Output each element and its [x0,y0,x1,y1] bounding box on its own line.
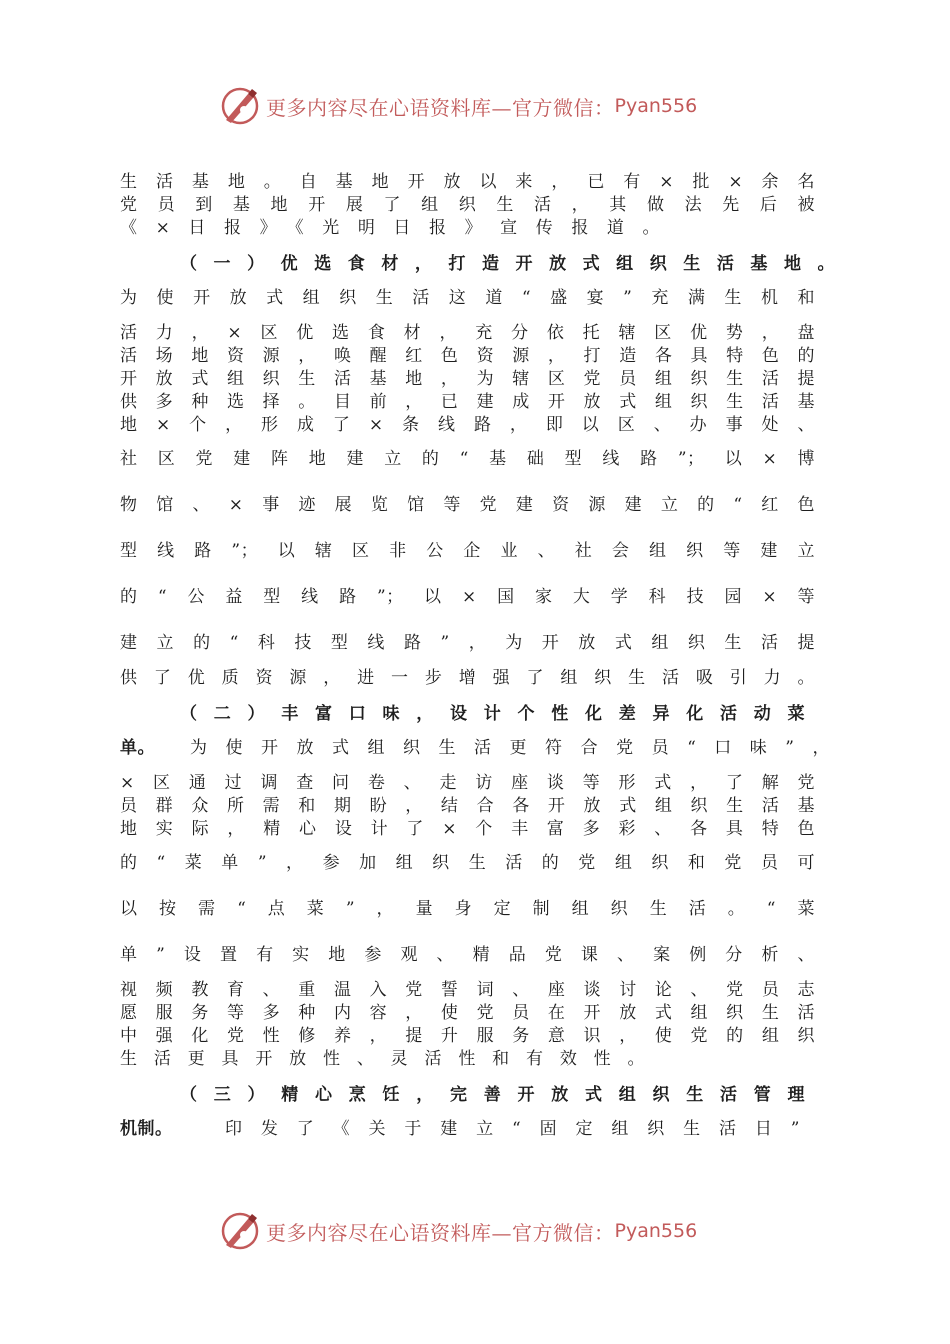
watermark-wechat-handle: Pyan556 [614,95,698,117]
text-line: 型线路”；以辖区非公企业、社会组织等建立 [120,541,815,561]
text-line: 以按需“点菜”，量身定制组织生活。“菜 [120,899,815,919]
text-line: 生活更具开放性、灵活性和有效性。 [120,1049,645,1069]
text-line: ×区通过调查问卷、走访座谈等形式，了解党 [120,773,815,793]
text-line: 印发了《关于建立“固定组织生活日” [225,1119,800,1139]
text-line: 地实际，精心设计了×个丰富多彩、各具特色 [120,819,815,839]
text-line: 活场地资源，唤醒红色资源，打造各具特色的 [120,346,815,366]
text-line: 员群众所需和期盼，结合各开放式组织生活基 [120,796,815,816]
text-line: 开放式组织生活基地，为辖区党员组织生活提 [120,369,815,389]
footer-watermark-banner [218,1209,697,1253]
watermark-wechat-handle: Pyan556 [614,1220,698,1242]
text-line: 视频教育、重温入党誓词、座谈讨论、党员志 [120,980,815,1000]
section-heading-3-end: 机制。 [120,1119,173,1139]
text-line: 为使开放式组织生活这道“盛宴”充满生机和 [120,288,815,308]
section-heading-1: （一）优选食材，打造开放式组织生活基地。 [180,254,835,274]
text-line: 《×日报》《光明日报》宣传报道。 [120,218,660,238]
text-line: 为使开放式组织生活更符合党员“口味”， [190,738,830,758]
text-line: 建立的“科技型线路”，为开放式组织生活提 [120,633,815,653]
section-heading-2: （二）丰富口味，设计个性化差异化活动菜 [180,704,805,724]
text-line: 单”设置有实地参观、精品党课、案例分析、 [120,945,815,965]
section-heading-2-end: 单。 [120,738,155,758]
text-line: 的“菜单”，参加组织生活的党组织和党员可 [120,853,815,873]
text-line: 的“公益型线路”；以×国家大学科技园×等 [120,587,815,607]
text-line: 中强化党性修养，提升服务意识，使党的组织 [120,1026,815,1046]
text-line: 地×个，形成了×条线路，即以区、办事处、 [120,415,815,435]
text-line: 党员到基地开展了组织生活，其做法先后被 [120,195,815,215]
watermark-text: 更多内容尽在心语资料库—官方微信： [266,95,615,120]
watermark-text: 更多内容尽在心语资料库—官方微信： [266,1220,615,1245]
section-heading-3: （三）精心烹饪，完善开放式组织生活管理 [180,1085,805,1105]
text-line: 社区党建阵地建立的“基础型线路”；以×博 [120,449,815,469]
text-line: 愿服务等多种内容，使党员在开放式组织生活 [120,1003,815,1023]
text-line: 供多种选择。目前，已建成开放式组织生活基 [120,392,815,412]
text-line: 物馆、×事迹展览馆等党建资源建立的“红色 [120,495,815,515]
text-line: 生活基地。自基地开放以来，已有×批×余名 [120,172,815,192]
text-line: 活力，×区优选食材，充分依托辖区优势，盘 [120,323,815,343]
pen-seal-logo-icon [218,1209,262,1253]
text-line: 供了优质资源，进一步增强了组织生活吸引力。 [120,668,815,688]
